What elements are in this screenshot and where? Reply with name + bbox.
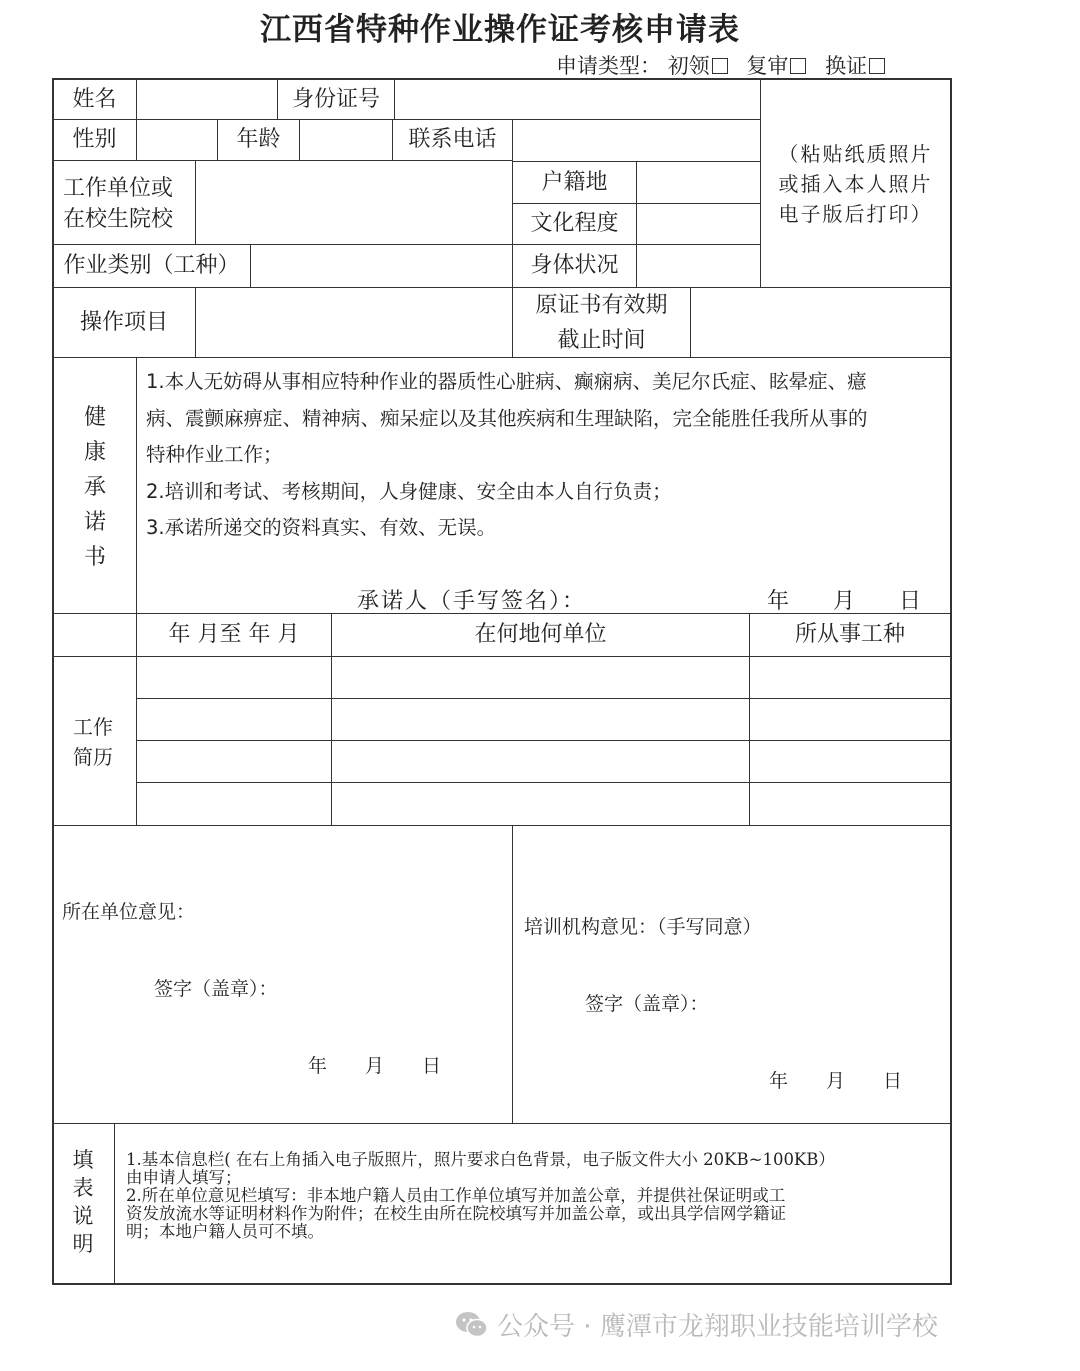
history-row[interactable]: [137, 657, 950, 698]
pledge-line: 病、震颤麻痹症、精神病、痴呆症以及其他疾病和生理缺陷，完全能胜任我所从事的: [146, 406, 868, 430]
gender-label: 性别: [72, 127, 117, 152]
cert-expiry-label-line2: 截止时间: [557, 327, 646, 353]
pledge-signature-field[interactable]: [580, 582, 750, 612]
household-label: 户籍地: [541, 169, 608, 195]
work-unit-label: [63, 173, 173, 235]
instructions-text: [126, 1151, 944, 1241]
health-pledge-title-char: 书: [83, 545, 106, 570]
job-category-label: 作业类别（工种）: [63, 253, 240, 278]
option-review-label: 复审: [746, 54, 789, 78]
wechat-icon: [455, 1311, 489, 1337]
pledge-date: 年 月 日: [767, 589, 922, 614]
instructions-side-char: 表: [72, 1176, 94, 1200]
instruction-line: 明；本地户籍人员可不填。: [126, 1222, 324, 1241]
pledge-line: 3.承诺所递交的资料真实、有效、无误。: [146, 516, 497, 539]
history-col-job: 所从事工种: [794, 622, 905, 647]
history-row[interactable]: [137, 699, 950, 740]
training-sign-label: 签字（盖章）：: [585, 993, 709, 1015]
instructions-side-label: [63, 1146, 103, 1258]
health-status-label: 身体状况: [530, 253, 619, 278]
operation-item-label: 操作项目: [79, 309, 168, 335]
education-label: 文化程度: [530, 211, 619, 236]
instruction-line: 1.基本信息栏( 在右上角插入电子版照片，照片要求白色背景，电子版文件大小 20KB~100KB）: [126, 1150, 835, 1169]
education-field[interactable]: [637, 204, 760, 244]
photo-hint-line2: 或插入本人照片: [778, 171, 933, 196]
training-date: 年 月 日: [769, 1070, 903, 1092]
option-first-issue-checkbox[interactable]: [712, 58, 728, 74]
unit-date: 年 月 日: [308, 1055, 442, 1077]
history-col-unit: 在何地何单位: [474, 622, 607, 647]
phone-label: 联系电话: [408, 127, 497, 152]
work-history-side-line2: 简历: [73, 745, 113, 769]
pledge-signer-label: 承诺人（手写签名）：: [357, 589, 587, 614]
watermark-org: 鹰潭市龙翔职业技能培训学校: [599, 1312, 938, 1342]
training-opinion-label: 培训机构意见：（手写同意）: [524, 916, 762, 938]
gender-field[interactable]: [137, 120, 217, 160]
cert-expiry-field[interactable]: [691, 288, 950, 357]
health-pledge-text: [146, 364, 946, 547]
id-number-field[interactable]: [395, 80, 760, 119]
photo-hint-line1: （粘贴纸质照片: [778, 141, 933, 166]
id-number-label: 身份证号: [291, 86, 380, 112]
work-history-side-label: [73, 712, 113, 772]
household-field[interactable]: [637, 162, 760, 203]
instructions-side-char: 填: [72, 1148, 94, 1172]
operation-item-field[interactable]: [196, 288, 512, 357]
pledge-line: 2.培训和考试、考核期间，人身健康、安全由本人自行负责；: [146, 479, 672, 503]
application-type: [556, 50, 897, 80]
training-opinion-area[interactable]: [513, 826, 950, 1123]
instructions-side-char: 明: [72, 1232, 94, 1256]
age-field[interactable]: [300, 120, 392, 160]
option-renewal-label: 换证: [825, 54, 868, 78]
phone-field[interactable]: [513, 120, 760, 160]
instruction-line: 资发放流水等证明材料作为附件；在校生由所在院校填写并加盖公章，或出具学信网学籍证: [126, 1204, 786, 1223]
cert-expiry-label: [513, 288, 690, 357]
form-title: 江西省特种作业操作证考核申请表: [260, 12, 740, 48]
option-first-issue-label: 初领: [667, 54, 710, 78]
application-type-label: 申请类型：: [556, 54, 661, 78]
name-field[interactable]: [137, 80, 277, 119]
option-review-checkbox[interactable]: [790, 58, 806, 74]
instruction-line: 由申请人填写；: [126, 1168, 242, 1187]
photo-area[interactable]: [761, 80, 950, 287]
work-history-side-line1: 工作: [73, 715, 113, 739]
health-status-field[interactable]: [637, 245, 760, 287]
unit-opinion-label: 所在单位意见：: [62, 901, 196, 923]
history-row[interactable]: [137, 783, 950, 825]
job-category-field[interactable]: [251, 245, 512, 287]
history-row[interactable]: [137, 741, 950, 782]
health-pledge-title: [75, 400, 115, 575]
pledge-line: 特种作业工作；: [146, 443, 283, 466]
pledge-line: 1.本人无妨碍从事相应特种作业的器质性心脏病、癫痫病、美尼尔氏症、眩晕症、癔: [146, 370, 867, 393]
health-pledge-title-char: 诺: [83, 510, 106, 535]
history-col-period: 年 月至 年 月: [168, 622, 300, 647]
cert-expiry-label-line1: 原证书有效期: [535, 292, 668, 318]
health-pledge-title-char: 康: [83, 440, 106, 465]
age-label: 年龄: [236, 127, 281, 152]
watermark-source: 公众号: [497, 1312, 576, 1342]
work-unit-field[interactable]: [196, 161, 512, 244]
work-unit-label-line2: 在校生院校: [63, 207, 174, 232]
name-label: 姓名: [72, 86, 117, 112]
health-pledge-title-char: 承: [83, 475, 106, 500]
option-renewal-checkbox[interactable]: [869, 58, 885, 74]
unit-sign-label: 签字（盖章）：: [154, 978, 278, 1000]
instruction-line: 2.所在单位意见栏填写：非本地户籍人员由工作单位填写并加盖公章，并提供社保证明或工: [126, 1186, 786, 1205]
health-pledge-title-char: 健: [83, 405, 106, 430]
photo-hint-line3: 电子版后打印）: [778, 201, 933, 226]
instructions-side-char: 说: [72, 1204, 94, 1228]
unit-opinion-area[interactable]: [53, 826, 512, 1123]
watermark: [455, 1306, 938, 1343]
watermark-separator: ·: [583, 1312, 592, 1342]
work-unit-label-line1: 工作单位或: [63, 176, 174, 201]
